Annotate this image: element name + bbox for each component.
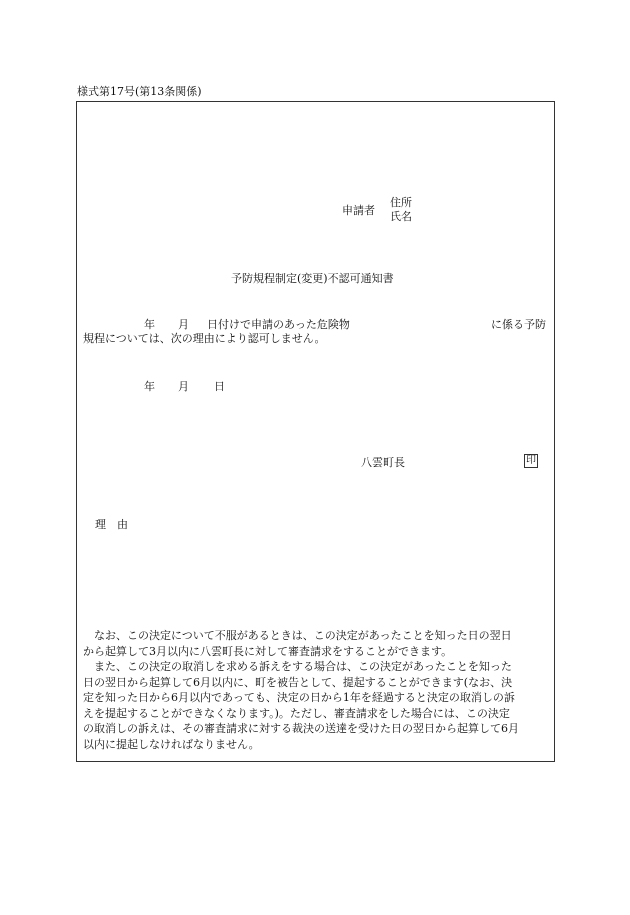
notice-line: から起算して3月以内に八雲町長に対して審査請求をすることができます。: [83, 644, 453, 658]
date-day-label: 日: [214, 380, 225, 393]
form-number: 様式第17号(第13条関係): [77, 85, 202, 98]
notice-line: なお、この決定について不服があるときは、この決定があったことを知った日の翌日: [94, 629, 512, 642]
issuer-name: 八雲町長: [361, 456, 405, 469]
notice-line: 以内に提起しなければなりません。: [83, 737, 260, 751]
notice-line: の取消しの訴えは、その審査請求に対する裁決の送達を受けた日の翌日から起算して6月: [83, 722, 519, 735]
seal-mark: 印: [526, 455, 536, 466]
date-month-label: 月: [178, 380, 189, 393]
appeal-notice: [83, 628, 553, 752]
applicant-label: 申請者: [342, 204, 375, 217]
notice-line: また、この決定の取消しを求める訴えをする場合は、この決定があったことを知った: [94, 660, 512, 673]
notice-line: えを提起することができなくなります。)。ただし、審査請求をした場合には、この決定: [83, 706, 510, 720]
body-month-label: 月: [178, 318, 189, 331]
document-title: 予防規程制定(変更)不認可通知書: [231, 272, 394, 285]
notice-line: 日の翌日から起算して6月以内に、町を被告として、提起することができます(なお、決: [83, 675, 513, 689]
body-line2: 規程については、次の理由により認可しません。: [83, 332, 326, 345]
address-label: 住所: [390, 196, 412, 209]
body-day-text: 日付けで申請のあった危険物: [207, 318, 350, 331]
date-year-label: 年: [144, 380, 155, 393]
body-suffix: に係る予防: [491, 318, 546, 331]
notice-line: 定を知った日から6月以内であっても、決定の日から1年を経過すると決定の取消しの訴: [83, 691, 515, 704]
name-label: 氏名: [390, 210, 412, 223]
reason-label: 理 由: [95, 518, 128, 531]
body-year-label: 年: [144, 318, 155, 331]
